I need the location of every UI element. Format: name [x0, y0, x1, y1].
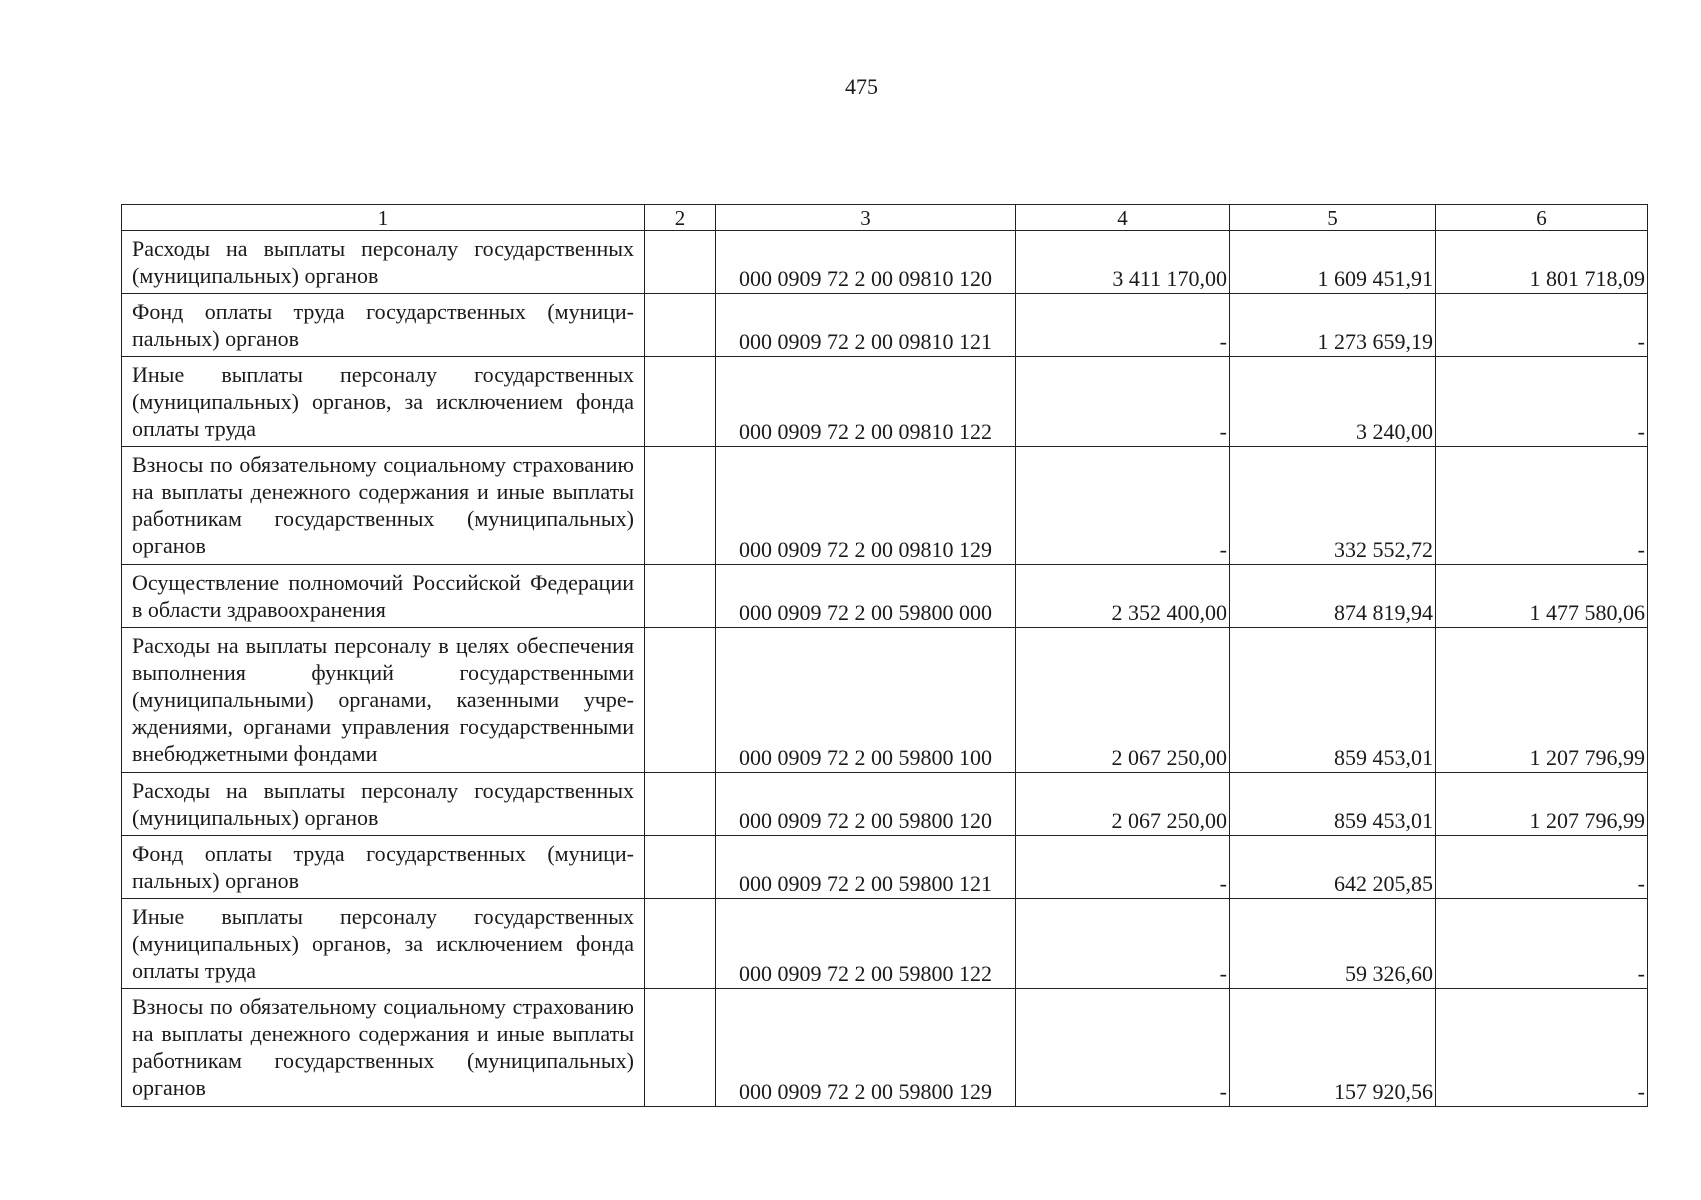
- row-code-cell: 000 0909 72 2 00 59800 129: [716, 989, 1016, 1107]
- row-code-cell: 000 0909 72 2 00 09810 122: [716, 357, 1016, 447]
- table-row: [122, 773, 1648, 836]
- row-col5-cell: 1 609 451,91: [1230, 231, 1436, 294]
- row-col2-cell: [645, 628, 716, 773]
- table-header-row: [122, 205, 1648, 231]
- row-col4-cell: 3 411 170,00: [1016, 231, 1230, 294]
- table-row: [122, 565, 1648, 628]
- column-header-3: 3: [716, 205, 1016, 231]
- row-col5-cell: 859 453,01: [1230, 773, 1436, 836]
- column-header-4: 4: [1016, 205, 1230, 231]
- expenditure-table: [121, 204, 1648, 1107]
- row-col4-cell: -: [1016, 447, 1230, 565]
- row-col2-cell: [645, 773, 716, 836]
- row-col4-cell: -: [1016, 899, 1230, 989]
- row-col2-cell: [645, 447, 716, 565]
- row-name-cell: Иные выплаты персоналу государственных (муниципальных) органов, за исключением фонда оплаты труда: [122, 899, 645, 989]
- row-code-cell: 000 0909 72 2 00 59800 100: [716, 628, 1016, 773]
- row-col6-cell: -: [1436, 836, 1648, 899]
- row-code-cell: 000 0909 72 2 00 59800 000: [716, 565, 1016, 628]
- column-header-2: 2: [645, 205, 716, 231]
- table-row: [122, 294, 1648, 357]
- row-code-cell: 000 0909 72 2 00 59800 120: [716, 773, 1016, 836]
- row-col2-cell: [645, 989, 716, 1107]
- row-col5-cell: 332 552,72: [1230, 447, 1436, 565]
- row-name-cell: Фонд оплаты труда государственных (муниципальных) органов: [122, 836, 645, 899]
- row-col4-cell: 2 352 400,00: [1016, 565, 1230, 628]
- row-col2-cell: [645, 565, 716, 628]
- column-header-1: 1: [122, 205, 645, 231]
- row-code-cell: 000 0909 72 2 00 09810 120: [716, 231, 1016, 294]
- row-name-cell: Фонд оплаты труда государственных (муниципальных) органов: [122, 294, 645, 357]
- row-col5-cell: 859 453,01: [1230, 628, 1436, 773]
- row-col5-cell: 874 819,94: [1230, 565, 1436, 628]
- row-col5-cell: 59 326,60: [1230, 899, 1436, 989]
- column-header-5: 5: [1230, 205, 1436, 231]
- row-col5-cell: 1 273 659,19: [1230, 294, 1436, 357]
- table-row: [122, 628, 1648, 773]
- row-name-cell: Иные выплаты персоналу государственных (муниципальных) органов, за исключением фонда оплаты труда: [122, 357, 645, 447]
- row-name-cell: Расходы на выплаты персоналу государственных (муниципальных) органов: [122, 231, 645, 294]
- row-col4-cell: 2 067 250,00: [1016, 773, 1230, 836]
- table-row: [122, 357, 1648, 447]
- row-code-cell: 000 0909 72 2 00 09810 121: [716, 294, 1016, 357]
- row-col2-cell: [645, 231, 716, 294]
- row-col6-cell: 1 477 580,06: [1436, 565, 1648, 628]
- row-code-cell: 000 0909 72 2 00 09810 129: [716, 447, 1016, 565]
- row-code-cell: 000 0909 72 2 00 59800 121: [716, 836, 1016, 899]
- row-col5-cell: 157 920,56: [1230, 989, 1436, 1107]
- row-name-cell: Взносы по обязательному социальному страхованию на выплаты денежного содержания и иные выплаты работникам государственных (муниципальных) органов: [122, 447, 645, 565]
- table-row: [122, 989, 1648, 1107]
- row-col5-cell: 642 205,85: [1230, 836, 1436, 899]
- row-col5-cell: 3 240,00: [1230, 357, 1436, 447]
- row-col6-cell: 1 801 718,09: [1436, 231, 1648, 294]
- row-col4-cell: -: [1016, 357, 1230, 447]
- row-name-cell: Расходы на выплаты персоналу государственных (муниципальных) органов: [122, 773, 645, 836]
- row-col6-cell: 1 207 796,99: [1436, 628, 1648, 773]
- page-number: 475: [845, 74, 878, 99]
- row-col6-cell: 1 207 796,99: [1436, 773, 1648, 836]
- table-row: [122, 231, 1648, 294]
- row-col6-cell: -: [1436, 294, 1648, 357]
- row-col2-cell: [645, 357, 716, 447]
- table-row: [122, 836, 1648, 899]
- row-name-cell: Расходы на выплаты персоналу в целях обеспечения выполнения функций государственными (муниципальными) органами, казенными учреждениями, органами управления государственными внебюджетными фондами: [122, 628, 645, 773]
- row-col2-cell: [645, 294, 716, 357]
- row-code-cell: 000 0909 72 2 00 59800 122: [716, 899, 1016, 989]
- row-col6-cell: -: [1436, 989, 1648, 1107]
- row-col6-cell: -: [1436, 899, 1648, 989]
- row-col2-cell: [645, 836, 716, 899]
- row-col4-cell: -: [1016, 989, 1230, 1107]
- table-row: [122, 447, 1648, 565]
- row-col4-cell: 2 067 250,00: [1016, 628, 1230, 773]
- row-col6-cell: -: [1436, 447, 1648, 565]
- row-name-cell: Взносы по обязательному социальному страхованию на выплаты денежного содержания и иные выплаты работникам государственных (муниципальных) органов: [122, 989, 645, 1107]
- row-col4-cell: -: [1016, 836, 1230, 899]
- row-col4-cell: -: [1016, 294, 1230, 357]
- row-col6-cell: -: [1436, 357, 1648, 447]
- column-header-6: 6: [1436, 205, 1648, 231]
- row-name-cell: Осуществление полномочий Российской Федерации в области здравоохранения: [122, 565, 645, 628]
- row-col2-cell: [645, 899, 716, 989]
- table-row: [122, 899, 1648, 989]
